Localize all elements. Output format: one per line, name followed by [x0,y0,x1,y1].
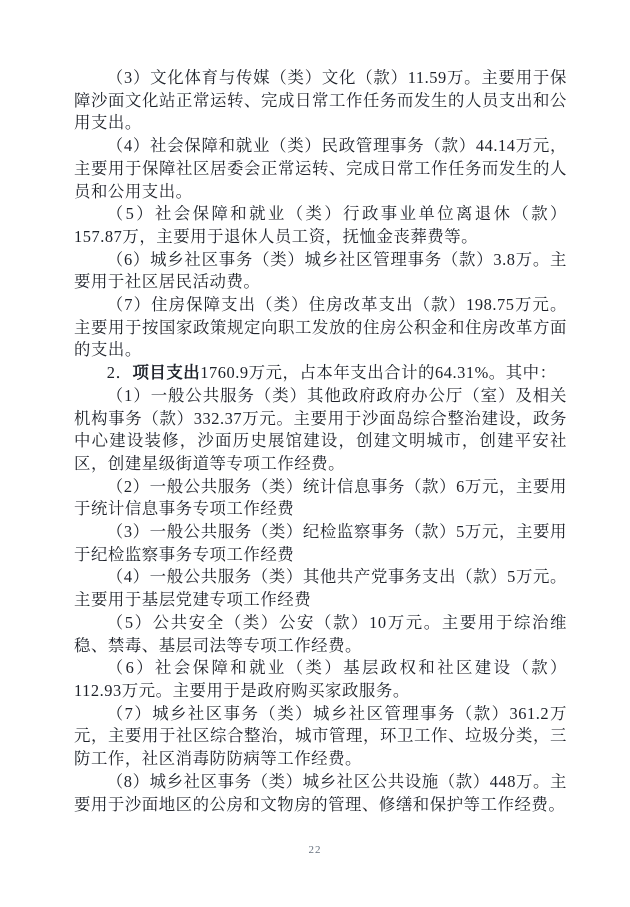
page-content [74,67,567,816]
paragraph-project-4: （4）一般公共服务（类）其他共产党事务支出（款）5万元。主要用于基层党建专项工作经费 [74,567,567,610]
paragraph-basic-4: （4）社会保障和就业（类）民政管理事务（款）44.14万元，主要用于保障社区居委会正常运转、完成日常工作任务而发生的人员和公用支出。 [74,136,567,201]
paragraph-project-8: （8）城乡社区事务（类）城乡社区公共设施（款）448万。主要用于沙面地区的公房和文物房的管理、修缮和保护等工作经费。 [74,771,567,814]
paragraph-project-3: （3）一般公共服务（类）纪检监察事务（款）5万元，主要用于纪检监察事务专项工作经费 [74,522,567,564]
section-heading-project-expenditure [74,362,567,385]
section-title: 项目支出 [132,363,201,383]
paragraph-project-6: （6）社会保障和就业（类）基层政权和社区建设（款）112.93万元。主要用于是政府购买家政服务。 [74,658,567,700]
page-footer [0,840,630,858]
paragraph-project-5: （5）公共安全（类）公安（款）10万元。主要用于综治维稳、禁毒、基层司法等专项工作经费。 [74,612,567,655]
paragraph-basic-5: （5）社会保障和就业（类）行政事业单位离退休（款）157.87万，主要用于退休人员工资，抚恤金丧葬费等。 [74,204,567,246]
paragraph-project-2: （2）一般公共服务（类）统计信息事务（款）6万元，主要用于统计信息事务专项工作经费 [74,476,567,519]
section-number: 2． [106,363,133,383]
page-number: 22 [308,844,322,856]
paragraph-project-1: （1）一般公共服务（类）其他政府政府办公厅（室）及相关机构事务（款）332.37万元。主要用于沙面岛综合整治建设，政务中心建设装修，沙面历史展馆建设，创建文明城市，创建平安社区，创建星级街道等专项工作经费。 [74,385,567,473]
paragraph-basic-3: （3）文化体育与传媒（类）文化（款）11.59万。主要用于保障沙面文化站正常运转、完成日常工作任务而发生的人员支出和公用支出。 [74,68,567,133]
section-summary: 1760.9万元，占本年支出合计的64.31%。其中： [200,363,557,383]
paragraph-project-7: （7）城乡社区事务（类）城乡社区管理事务（款）361.2万元，主要用于社区综合整治，城市管理，环卫工作、垃圾分类，三防工作，社区消毒防防病等工作经费。 [74,703,567,769]
paragraph-basic-7: （7）住房保障支出（类）住房改革支出（款）198.75万元。主要用于按国家政策规定向职工发放的住房公积金和住房改革方面的支出。 [74,295,567,360]
paragraph-basic-6: （6）城乡社区事务（类）城乡社区管理事务（款）3.8万。主要用于社区居民活动费。 [74,249,567,292]
